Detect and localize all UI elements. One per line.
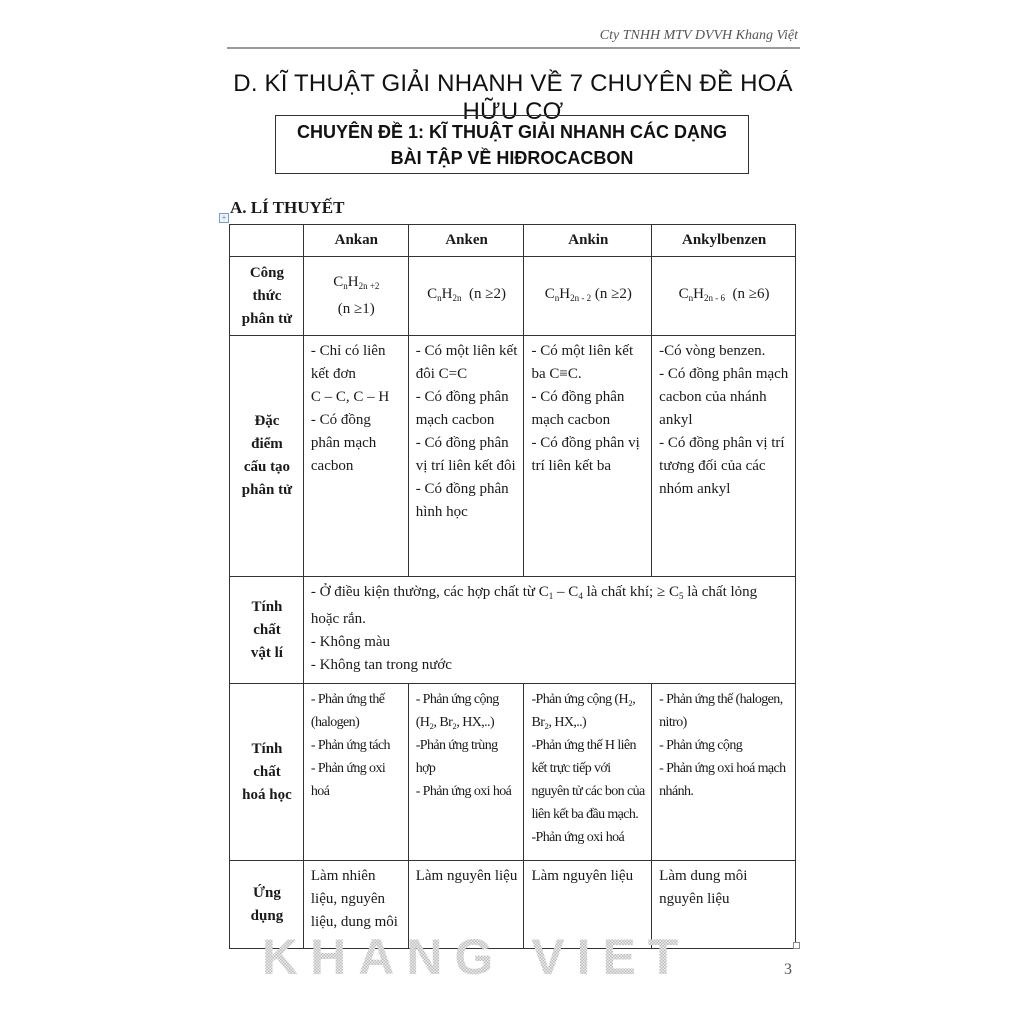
row-label-line: dụng [250,907,284,924]
cell-line: -Phản ứng oxi hoá [531,830,625,845]
cell-line: - Có đồng phân vị trí liên kết ba [531,435,640,474]
cell-line: - Có đồng phân hình học [415,481,509,520]
cell-formula-ankan [303,257,408,336]
cell-physical-merged [303,577,795,684]
row-label-chemical [230,684,304,861]
cell-line: - Phản ứng cộng (H₂, Br₂, HX,..) [415,692,499,730]
row-label-line: phân tử [241,310,293,327]
theory-table [229,224,796,949]
row-label-line: Tính [251,740,283,757]
table-header-row [230,225,796,257]
row-label-line: phân tử [241,482,293,498]
row-label-line: thức [252,287,282,304]
cell-line: - Phản ứng oxi hoá mạch nhánh. [659,761,786,799]
row-label-line: chất [253,763,281,780]
cell-line: Làm dung môi nguyên liệu [659,868,748,907]
row-label-physical [230,577,304,684]
cell-structure-anken [408,336,524,577]
table-row-physical [230,577,796,684]
cell-line: - Có một liên kết đôi C=C [415,343,518,382]
cell-chemical-ankin [524,684,652,861]
cell-line: - Có đồng phân vị trí liên kết đôi [415,435,516,474]
topic-line-2: BÀI TẬP VỀ HIĐROCACBON [390,148,634,168]
cell-line: - Có đồng phân mạch cacbon của nhánh ankyl [659,366,789,428]
cell-line: - Không màu [310,634,391,650]
table-row-chemical [230,684,796,861]
topic-line-1: CHUYÊN ĐỀ 1: KĨ THUẬT GIẢI NHANH CÁC DẠNG [296,122,727,142]
cell-structure-ankylbenzen [652,336,796,577]
row-label-line: vật lí [250,644,283,661]
cell-structure-ankin [524,336,652,577]
table-row-formula [230,257,796,336]
formula-condition: (n ≥2) [469,285,506,302]
page-number: 3 [784,961,792,978]
formula-condition: (n ≥1) [337,301,375,317]
cell-line: - Có đồng phân mạch cacbon [415,389,509,428]
topic-box [275,115,749,174]
cell-line: - Không tan trong nước [310,657,452,673]
row-label-line: cấu tạo [243,459,291,475]
row-label-line: hoá học [242,786,292,803]
watermark: KHANG VIET [262,936,782,978]
cell-line: - Phản ứng thế (halogen) [310,692,385,730]
formula-condition: (n ≥6) [732,285,770,302]
row-label-line: điểm [251,436,283,452]
formula-ankan: $C_nH_{2n +2}$ [333,274,380,291]
column-header-ankylbenzen: Ankylbenzen [652,225,796,257]
cell-formula-ankin [524,257,652,336]
cell-line: - Phản ứng tách [310,738,390,753]
cell-line: - Phản ứng oxi hoá [310,761,386,799]
formula-ankylbenzen: $C_nH_{2n - 6}$ [678,285,726,303]
formula-anken: $C_nH_{2n}$ [427,285,462,303]
row-label-line: chất [253,621,281,638]
formula-ankin: $C_nH_{2n - 2}$ [544,285,592,303]
row-label-line: Công [249,264,285,281]
cell-chemical-ankan [303,684,408,861]
cell-line: - Chỉ có liên kết đơn [310,343,386,382]
row-label-line: Tính [251,598,283,615]
cell-line: -Phản ứng cộng (H₂, Br₂, HX,..) [531,692,636,730]
row-label-formula [230,257,304,336]
cell-line: - Có đồng phân mạch cacbon [310,412,377,474]
table-resize-handle-icon[interactable] [793,942,800,949]
header-publisher: Cty TNHH MTV DVVH Khang Việt [599,28,798,43]
column-header-empty [230,225,304,257]
cell-line: -Có vòng benzen. [659,343,766,359]
cell-line: - Có đồng phân vị trí tương đối của các nhóm ankyl [659,435,785,497]
section-title: A. LÍ THUYẾT [230,198,345,217]
cell-line: C – C, C – H [310,389,390,405]
cell-line: Làm nguyên liệu [531,868,634,884]
column-header-anken: Anken [408,225,524,257]
row-label-structure [230,336,304,577]
cell-line: -Phản ứng thế H liên kết trực tiếp với nguyên tử các bon của liên kết ba đầu mạch. [531,738,645,822]
table-move-handle-icon[interactable]: + [219,213,229,223]
cell-line: - Có đồng phân mạch cacbon [531,389,625,428]
cell-line: -Phản ứng trùng hợp [415,738,498,776]
cell-formula-anken [408,257,524,336]
cell-line: Làm nhiên liệu, nguyên liệu, dung môi [310,868,398,930]
cell-chemical-ankylbenzen [652,684,796,861]
column-header-ankan: Ankan [303,225,408,257]
formula-condition: (n ≥2) [594,285,632,302]
physical-line-1: - Ở điều kiện thường, các hợp chất từ $C_1 - C_4$ là chất khí; ≥ $C_5$ là chất lỏng hoặc rắn. [310,584,758,627]
page-title: D. KĨ THUẬT GIẢI NHANH VỀ 7 CHUYÊN ĐỀ HOÁ HỮU CƠ [233,70,793,125]
cell-chemical-anken [408,684,524,861]
cell-line: Làm nguyên liệu [415,868,518,884]
header-rule [227,47,800,49]
cell-line: - Có một liên kết ba C≡C. [531,343,634,382]
row-label-line: Ứng [253,884,281,901]
column-header-ankin: Ankin [524,225,652,257]
row-label-line: Đặc [254,413,280,429]
table-row-structure [230,336,796,577]
cell-line: - Phản ứng cộng [659,738,743,753]
cell-structure-ankan [303,336,408,577]
cell-formula-ankylbenzen [652,257,796,336]
cell-line: - Phản ứng thế (halogen, nitro) [659,692,783,730]
cell-line: - Phản ứng oxi hoá [415,784,512,799]
